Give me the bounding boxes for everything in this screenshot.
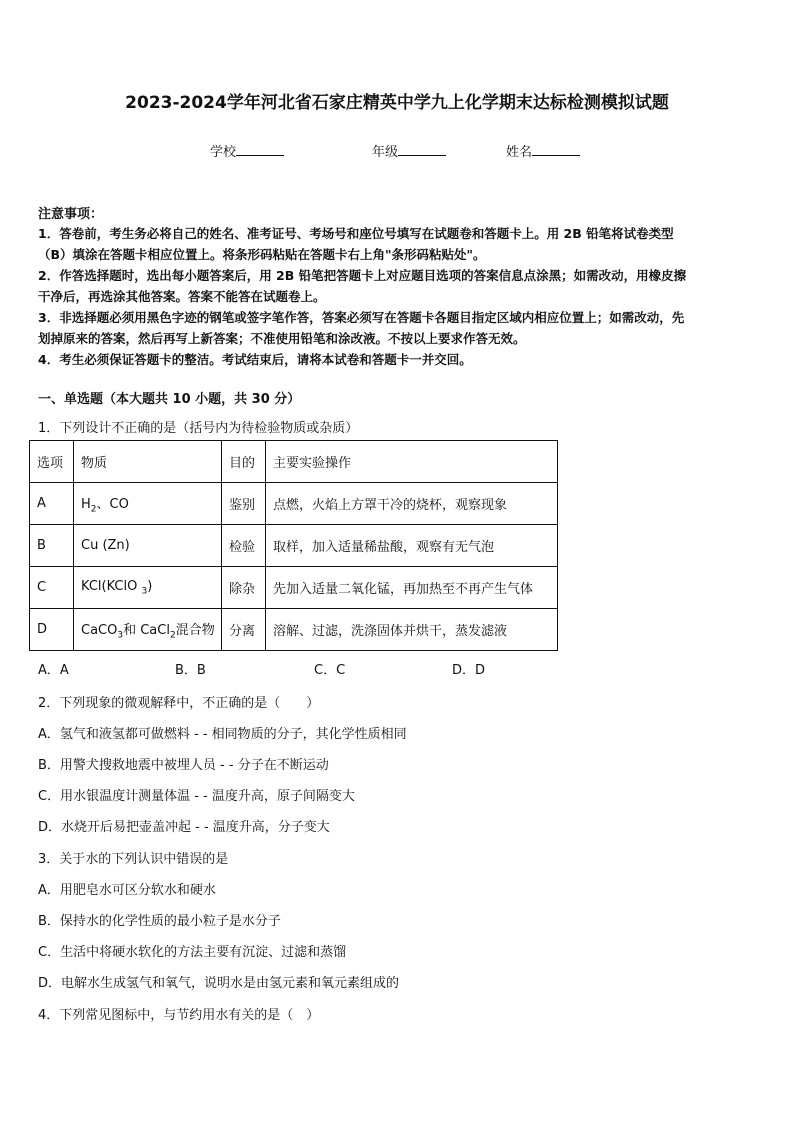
substance-text: ) — [147, 578, 153, 594]
name-blank[interactable] — [532, 143, 580, 156]
question-4-stem: 4．下列常见图标中，与节约用水有关的是（ ） — [38, 1008, 320, 1023]
table-cell-purpose: 除杂 — [222, 567, 266, 609]
table-header-cell: 物质 — [74, 441, 222, 483]
name-label: 姓名 — [506, 145, 533, 160]
substance-text: 和 CaCl — [123, 622, 170, 638]
question-3-option-d[interactable]: D．电解水生成氢气和氧气，说明水是由氢元素和氧元素组成的 — [38, 976, 400, 991]
school-field — [210, 141, 284, 160]
question-1-option-c[interactable]: C．C — [314, 663, 346, 678]
table-cell-purpose: 检验 — [222, 525, 266, 567]
table-header-row — [30, 441, 558, 483]
question-1-table — [29, 440, 558, 651]
notice-line: 4．考生必须保证答题卡的整洁。考试结束后，请将本试卷和答题卡一并交回。 — [38, 352, 472, 367]
question-3-option-a[interactable]: A．用肥皂水可区分软水和硬水 — [38, 883, 216, 898]
notice-line: 1．答卷前，考生务必将自己的姓名、准考证号、考场号和座位号填写在试题卷和答题卡上。用 2B 铅笔将试卷类型 — [38, 226, 674, 241]
table-cell-operation: 先加入适量二氧化锰，再加热至不再产生气体 — [266, 567, 558, 609]
table-header-cell: 选项 — [30, 441, 74, 483]
table-cell-substance — [74, 567, 222, 609]
subscript: 2 — [90, 504, 97, 515]
substance-text: 混合物 — [175, 622, 215, 638]
table-header-cell: 目的 — [222, 441, 266, 483]
substance-text: KCl(KClO — [81, 578, 142, 594]
table-cell-option: C — [30, 567, 74, 609]
question-3-option-b[interactable]: B．保持水的化学性质的最小粒子是水分子 — [38, 914, 281, 929]
subscript: 3 — [117, 630, 124, 641]
subscript: 3 — [141, 586, 148, 597]
question-1-stem: 1．下列设计不正确的是（括号内为待检验物质或杂质） — [38, 421, 359, 436]
grade-label: 年级 — [372, 145, 399, 160]
table-cell-substance — [74, 609, 222, 651]
table-row — [30, 567, 558, 609]
substance-text: 、CO — [96, 496, 129, 512]
question-3-option-c[interactable]: C．生活中将硬水软化的方法主要有沉淀、过滤和蒸馏 — [38, 945, 347, 960]
notice-line: 划掉原来的答案，然后再写上新答案；不准使用铅笔和涂改液。不按以上要求作答无效。 — [38, 331, 526, 346]
question-2-option-c[interactable]: C．用水银温度计测量体温 - - 温度升高，原子间隔变大 — [38, 789, 355, 804]
substance-text: CaCO — [81, 622, 118, 638]
notice-heading: 注意事项： — [38, 207, 104, 222]
question-2-stem: 2．下列现象的微观解释中，不正确的是（ ） — [38, 696, 320, 711]
table-header-cell: 主要实验操作 — [266, 441, 558, 483]
table-cell-operation: 取样，加入适量稀盐酸，观察有无气泡 — [266, 525, 558, 567]
table-cell-operation: 溶解、过滤，洗涤固体并烘干，蒸发滤液 — [266, 609, 558, 651]
table-cell-option: A — [30, 483, 74, 525]
question-2-option-a[interactable]: A．氢气和液氢都可做燃料 - - 相同物质的分子，其化学性质相同 — [38, 727, 407, 742]
substance-text: H — [81, 496, 91, 512]
question-1-option-a[interactable]: A．A — [38, 663, 69, 678]
question-3-stem: 3．关于水的下列认识中错误的是 — [38, 852, 229, 867]
question-2-option-b[interactable]: B．用警犬搜救地震中被埋人员 - - 分子在不断运动 — [38, 758, 329, 773]
notice-line: （B）填涂在答题卡相应位置上。将条形码粘贴在答题卡右上角"条形码粘贴处"。 — [38, 247, 486, 262]
notice-line: 干净后，再选涂其他答案。答案不能答在试题卷上。 — [38, 289, 326, 304]
page-title: 2023-2024学年河北省石家庄精英中学九上化学期末达标检测模拟试题 — [125, 93, 669, 113]
table-cell-option: B — [30, 525, 74, 567]
school-label: 学校 — [210, 145, 237, 160]
table-cell-purpose: 鉴别 — [222, 483, 266, 525]
table-row — [30, 609, 558, 651]
table-cell-substance: Cu (Zn) — [74, 525, 222, 567]
table-cell-operation: 点燃，火焰上方罩干冷的烧杯，观察现象 — [266, 483, 558, 525]
table-cell-substance — [74, 483, 222, 525]
notice-line: 3．非选择题必须用黑色字迹的钢笔或签字笔作答，答案必须写在答题卡各题目指定区域内相应位置上；如需改动，先 — [38, 310, 685, 325]
question-1-option-d[interactable]: D．D — [452, 663, 486, 678]
question-2-option-d[interactable]: D．水烧开后易把壶盖冲起 - - 温度升高，分子变大 — [38, 820, 330, 835]
table-cell-option: D — [30, 609, 74, 651]
section-heading: 一、单选题（本大题共 10 小题，共 30 分） — [38, 392, 301, 407]
subscript: 2 — [169, 630, 176, 641]
school-blank[interactable] — [236, 143, 284, 156]
question-1-option-b[interactable]: B．B — [175, 663, 206, 678]
notice-line: 2．作答选择题时，选出每小题答案后，用 2B 铅笔把答题卡上对应题目选项的答案信息点涂黑；如需改动，用橡皮擦 — [38, 268, 687, 283]
name-field — [506, 141, 580, 160]
grade-blank[interactable] — [398, 143, 446, 156]
grade-field — [372, 141, 446, 160]
table-row — [30, 483, 558, 525]
table-cell-purpose: 分离 — [222, 609, 266, 651]
table-row — [30, 525, 558, 567]
